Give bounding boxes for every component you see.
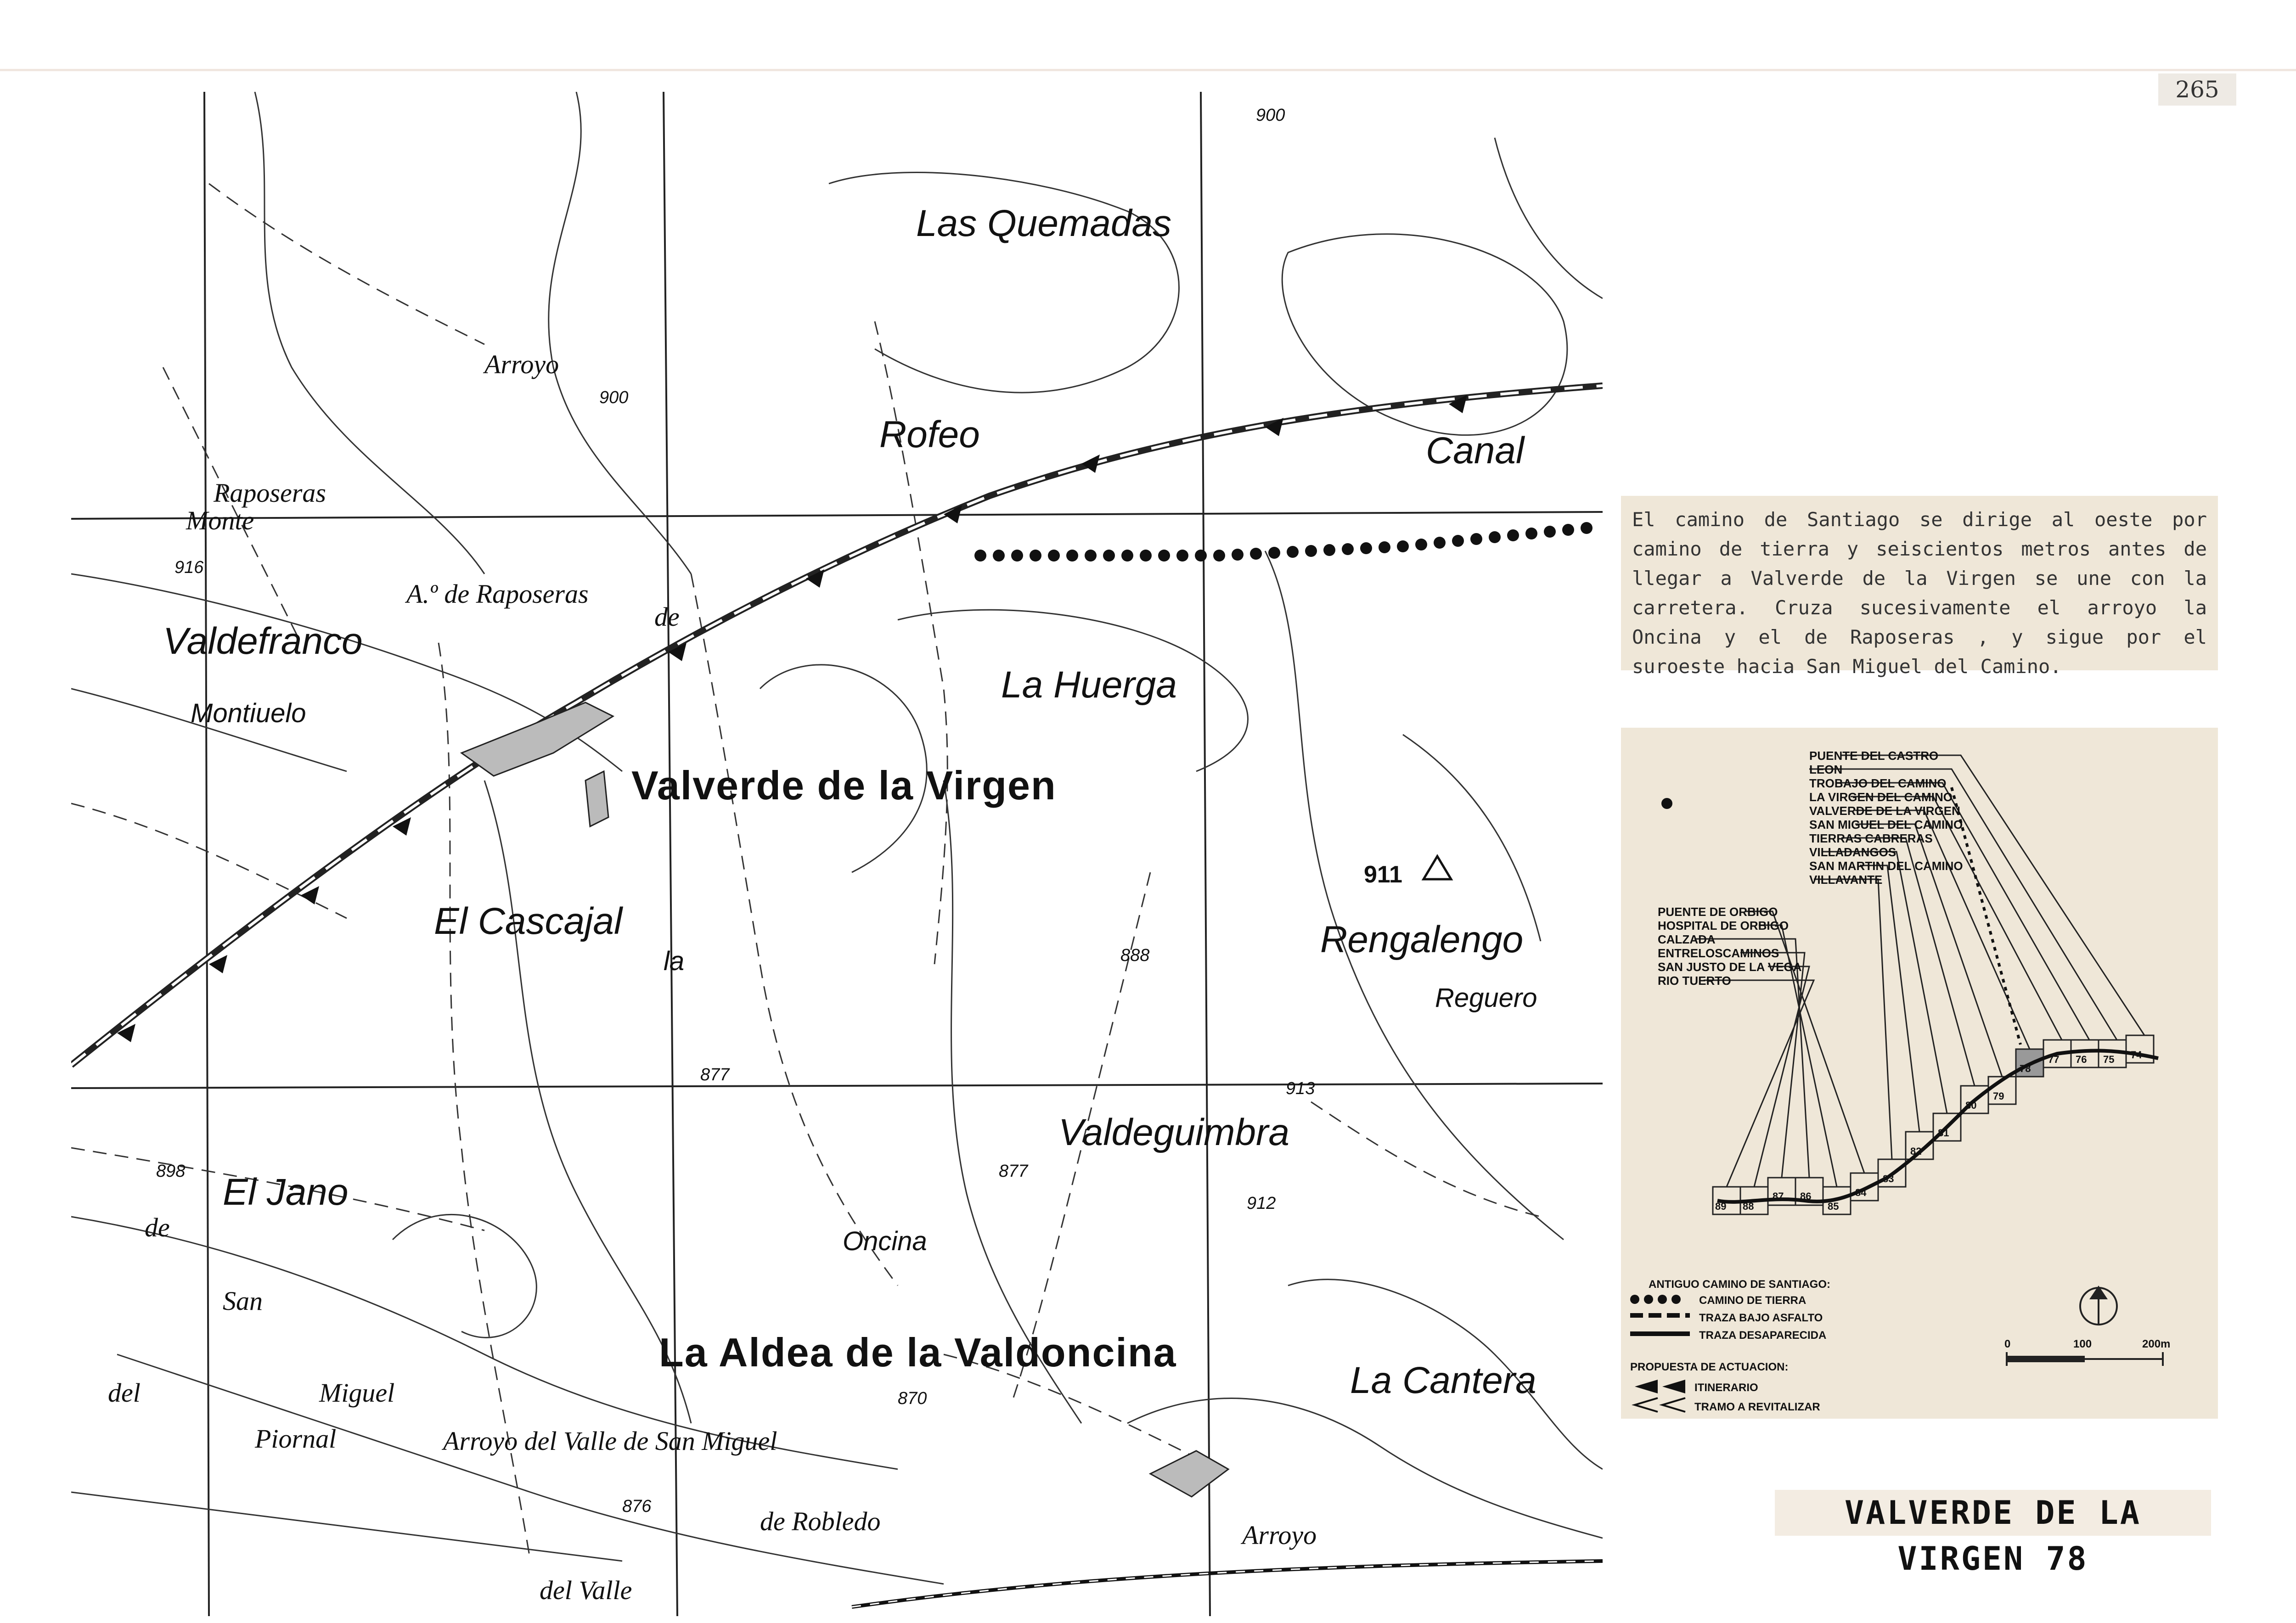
- diagram-left-place-0: PUENTE DE ORBIGO: [1658, 905, 1778, 919]
- scale-label-0: 0: [2004, 1338, 2011, 1350]
- route-diagram-graphic: [1621, 728, 2218, 1419]
- place-label-san-left: San: [223, 1286, 263, 1316]
- place-label-valdeguimbra: Valdeguimbra: [1058, 1112, 1289, 1153]
- page-title: VALVERDE DE LA VIRGEN 78: [1775, 1490, 2211, 1536]
- diagram-sheet-77: 77: [2048, 1054, 2060, 1065]
- diagram-place-5: SAN MIGUEL DEL CAMINO: [1809, 818, 1963, 831]
- place-label-las-quemadas: Las Quemadas: [916, 202, 1172, 244]
- topographic-map: [71, 92, 1603, 1616]
- place-label-monte: Monte: [186, 505, 254, 535]
- elevation-label-elev-888: 888: [1120, 946, 1150, 965]
- scale-label-2: 200m: [2142, 1338, 2171, 1350]
- place-label-del-left: del: [108, 1378, 141, 1408]
- elevation-label-elev-870: 870: [898, 1389, 927, 1408]
- place-label-reguero: Reguero: [1435, 983, 1537, 1013]
- elevation-label-elev-911: 911: [1364, 861, 1402, 888]
- diagram-sheet-88: 88: [1743, 1201, 1754, 1212]
- legend-item-0: CAMINO DE TIERRA: [1699, 1294, 1806, 1307]
- place-label-la-cantera: La Cantera: [1350, 1359, 1536, 1401]
- diagram-place-6: TIERRAS CABRERAS: [1809, 831, 1933, 845]
- diagram-place-4: VALVERDE DE LA VIRGEN: [1809, 804, 1960, 818]
- diagram-sheet-82: 82: [1910, 1146, 1922, 1157]
- page-number: 265: [2158, 73, 2236, 106]
- diagram-left-place-3: ENTRELOSCAMINOS: [1658, 946, 1779, 960]
- place-label-miguel-left: Miguel: [319, 1378, 395, 1408]
- diagram-place-9: VILLAVANTE: [1809, 873, 1883, 887]
- diagram-place-1: LEON: [1809, 763, 1843, 776]
- diagram-left-place-1: HOSPITAL DE ORBIGO: [1658, 919, 1789, 932]
- place-label-piornal: Piornal: [255, 1424, 337, 1454]
- route-description: El camino de Santiago se dirige al oeste por camino de tierra y seiscientos metros antes de llegar a Valverde de la Virgen se une con la carretera. Cruza sucesivamente el arroyo la Oncina y el de Raposeras , y sigue por el suroeste hacia San Miguel del Camino.: [1621, 496, 2218, 670]
- place-label-el-cascajal: El Cascajal: [434, 900, 623, 942]
- diagram-left-place-2: CALZADA: [1658, 932, 1716, 946]
- elevation-label-elev-916: 916: [174, 558, 204, 577]
- diagram-sheet-89: 89: [1715, 1201, 1727, 1212]
- diagram-left-place-5: RIO TUERTO: [1658, 974, 1731, 988]
- diagram-sheet-75: 75: [2103, 1054, 2115, 1065]
- legend-item-2: TRAZA DESAPARECIDA: [1699, 1329, 1827, 1342]
- place-label-arroyo-del-valle: Arroyo del Valle de San Miguel: [443, 1426, 777, 1456]
- diagram-place-2: TROBAJO DEL CAMINO: [1809, 776, 1947, 790]
- proposal-item-0: ITINERARIO: [1694, 1382, 1758, 1394]
- place-label-canal: Canal: [1426, 430, 1525, 472]
- place-label-raposeras-monte: Raposeras: [214, 478, 326, 508]
- place-label-de-left: de: [145, 1213, 170, 1242]
- elevation-label-elev-877-a: 877: [700, 1065, 730, 1084]
- page-top-rule: [0, 69, 2296, 71]
- place-label-valdefranco: Valdefranco: [163, 620, 363, 662]
- diagram-sheet-87: 87: [1773, 1191, 1784, 1202]
- legend-title: ANTIGUO CAMINO DE SANTIAGO:: [1649, 1278, 1830, 1291]
- route-diagram: [1621, 728, 2218, 1419]
- place-label-rengalengo: Rengalengo: [1320, 919, 1524, 960]
- diagram-sheet-78: 78: [2020, 1063, 2031, 1074]
- elevation-label-elev-898: 898: [156, 1162, 186, 1181]
- proposal-item-1: TRAMO A REVITALIZAR: [1694, 1401, 1820, 1413]
- diagram-place-8: SAN MARTIN DEL CAMINO: [1809, 859, 1963, 873]
- place-label-robledo: de Robledo: [760, 1506, 881, 1536]
- legend-item-1: TRAZA BAJO ASFALTO: [1699, 1312, 1823, 1324]
- diagram-sheet-86: 86: [1800, 1191, 1812, 1202]
- elevation-label-elev-912: 912: [1247, 1194, 1276, 1213]
- place-label-de-top: de: [654, 602, 680, 632]
- elevation-label-elev-877-b: 877: [999, 1162, 1028, 1181]
- place-label-la: la: [664, 946, 685, 976]
- place-label-a-de-raposeras: A.º de Raposeras: [406, 579, 589, 609]
- diagram-sheet-76: 76: [2076, 1054, 2087, 1065]
- diagram-place-0: PUENTE DEL CASTRO: [1809, 749, 1939, 763]
- place-label-oncina: Oncina: [843, 1226, 927, 1256]
- scale-label-1: 100: [2073, 1338, 2092, 1350]
- place-label-montiuelo: Montiuelo: [191, 698, 306, 728]
- diagram-sheet-83: 83: [1883, 1173, 1894, 1185]
- place-label-del-valle-bottom: del Valle: [540, 1575, 632, 1605]
- place-label-la-huerga: La Huerga: [1001, 664, 1177, 706]
- place-label-arroyo-top: Arroyo: [484, 349, 559, 379]
- place-label-arroyo-bottom: Arroyo: [1242, 1520, 1317, 1550]
- place-label-la-aldea-de-la-valdoncina: La Aldea de la Valdoncina: [659, 1330, 1177, 1375]
- elevation-label-elev-900-mid: 900: [599, 388, 629, 407]
- place-label-rofeo: Rofeo: [879, 414, 980, 455]
- diagram-sheet-79: 79: [1993, 1090, 2004, 1102]
- elevation-label-elev-876: 876: [622, 1497, 652, 1516]
- diagram-sheet-81: 81: [1938, 1127, 1949, 1139]
- elevation-label-elev-900-top: 900: [1256, 106, 1285, 125]
- diagram-sheet-84: 84: [1855, 1187, 1867, 1198]
- place-label-el-jano: El Jano: [223, 1171, 349, 1213]
- place-label-valverde-de-la-virgen: Valverde de la Virgen: [631, 763, 1057, 808]
- diagram-sheet-74: 74: [2131, 1049, 2142, 1061]
- diagram-left-place-4: SAN JUSTO DE LA VEGA: [1658, 960, 1802, 974]
- diagram-sheet-85: 85: [1828, 1201, 1839, 1212]
- elevation-label-elev-913: 913: [1286, 1079, 1315, 1098]
- diagram-place-7: VILLADANGOS: [1809, 845, 1896, 859]
- diagram-sheet-80: 80: [1965, 1100, 1977, 1111]
- proposal-title: PROPUESTA DE ACTUACION:: [1630, 1361, 1789, 1373]
- diagram-place-3: LA VIRGEN DEL CAMINO: [1809, 790, 1953, 804]
